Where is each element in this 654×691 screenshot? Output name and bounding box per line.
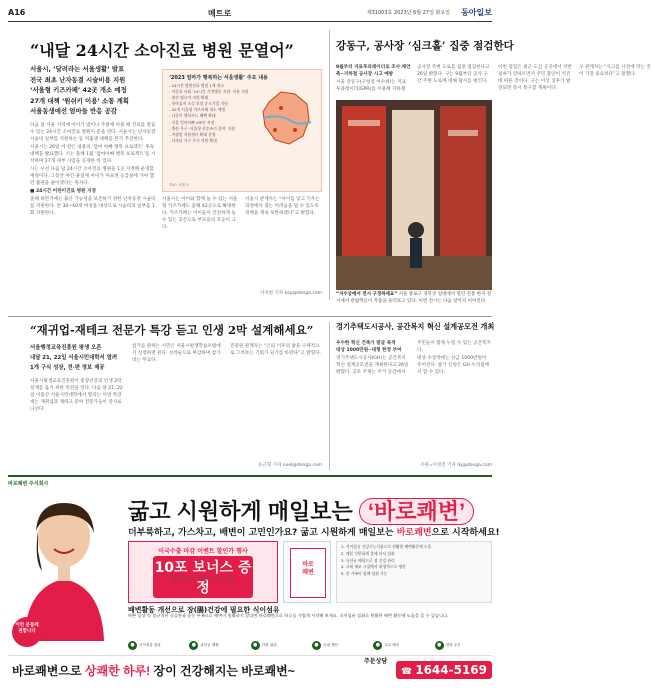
article1-paragraph: 올해 하반기에는 출산 가능성을 보존하기 위한 난자동결 시술비를 지원한다. 만 30~40세 여성을 대상으로 시술비의 일부를 1회 지원한다.	[30, 197, 156, 216]
article4-paragraph: 대상 수상작에는 상금 1000만원이 주어진다. 참가 신청은 GH 누리집에서 할 수 있다.	[417, 356, 490, 375]
ad-feature: 1. 식이섬유 건강기능식품으로 원활한 배변활동에 도움	[341, 544, 432, 549]
ad-feature: 3. 유산균 배합으로 장 건강 관리	[341, 557, 395, 563]
cup-icon: ●	[251, 641, 260, 650]
article2-headline: 강동구, 공사장 ‘심크홀’ 집중 점검한다	[336, 40, 514, 52]
article2-paragraph: 구 관계자는 “사고를 사전에 막는 것이 가장 중요하다”고 말했다.	[579, 65, 651, 77]
ad-subheadline	[128, 525, 500, 538]
ad-description-title: 배변활동 개선으로 장(腸)건강에 필요한 식이섬유	[128, 606, 280, 614]
info-item: - 출산 가구 ‘서울형 산후조리 경비’ 지원	[169, 125, 236, 131]
ad-promo-box	[128, 541, 278, 603]
info-item: - 아동과 사회 ‘24시간 가정방문 지원’ 비용 지원	[169, 89, 249, 95]
article3-paragraph: 서울시평생교육진흥원이 중장년층의 인생 2막 설계를 돕기 위한 특강을 연다. 다음 달 21, 22일 이틀간 서울시민대학에서 열리는 이번 특강에는 재취업과 재테크 분야 전문가들이 강사로 나선다.	[30, 379, 123, 412]
article1-paragraph: 서울시는 26일 이 같은 내용의 ‘엄마 아빠 행복 프로젝트’ 후속 대책을 발표했다. 시는 올해 1월 ‘엄마아빠 행복 프로젝트’를 시작하며 27개 세부 사업을 공개한 바 있다.	[30, 145, 156, 164]
ad-icon-item	[373, 638, 430, 652]
article1-subhead: 서울시, ‘달려라는 서울생활’ 발표 전국 최초 난자동결 시술비용 지원 ‘서울형 키즈카페’ 42곳 개소 예정 27개 대책 ‘원쉬키 이용’ 소통 계획 서울동생에선 엄마들 반응 공감	[30, 65, 129, 115]
ad-recommend-badge: 이런 분들께 권합니다	[12, 617, 42, 647]
ad-feature: 4. 국내 제조 시설에서 위생적으로 생산	[341, 564, 406, 570]
ad-brand-bar: 바로쾌변 주식회사	[8, 481, 49, 487]
product-package	[283, 541, 331, 603]
ad-icon-label: 유산균 배합	[200, 642, 219, 647]
ad-sub-brand: 바로쾌변	[396, 528, 432, 538]
ad-headline-text: 굶고 시원하게 매일보는	[128, 499, 359, 524]
info-item: - 다자녀 가구 주거 지원 확대	[169, 137, 217, 143]
info-item: - 육아휴직 소득 보장 중소기업 지원	[169, 101, 228, 107]
article1-byline: 사지현 기자 ksp@donga.com	[259, 291, 322, 296]
infographic-list	[169, 83, 259, 144]
article2-paragraph: 서울 강동구(구청장 이수희)는 지표 투과레이더(GPR)를 이용해 지하철 공사장 주변 도로를 집중 점검한다고 26일 밝혔다. 구는 9월부터 공사 구간 주변 도로에 대해 탐사를 벌인다.	[336, 65, 490, 92]
ad-slogan-highlight: 상쾌한 하루!	[84, 664, 151, 678]
factory-icon: ●	[312, 641, 321, 650]
infographic-title: ‘2023 엄마가 행복하는 서울생활’ 주요 내용	[169, 75, 268, 81]
article4-headline: 경기추택도시공사, 공간복지 혁신 설계공모전 개최	[336, 322, 495, 331]
article1-headline: “내달 24시간 소아진료 병원 문열어”	[30, 41, 294, 60]
photo-caption	[336, 292, 492, 312]
header-rule	[8, 21, 492, 22]
article1-body-col2	[162, 196, 322, 290]
info-item: - 42개 서울형 키즈카페 개소 예정	[169, 107, 226, 113]
article4-paragraph: 경기주택도시공사(GH)는 공간복지 혁신 설계공모전을 개최한다고 26일 밝혔다. 공모 주제는 주거 공간에서 주민들이 함께 누릴 수 있는 공간복지다.	[336, 341, 491, 375]
page-number: A16	[8, 8, 26, 17]
info-item: - 다둥이 행복카드 혜택 확대	[169, 113, 216, 119]
article2-body	[336, 64, 651, 98]
promo-note: 선착순 한정 / 전화 주문 시 적용	[171, 578, 235, 583]
ad-slogan	[12, 662, 295, 679]
section-rule	[8, 316, 492, 317]
ad-description	[128, 607, 492, 635]
ad-icon-item	[128, 638, 185, 652]
order-phone-number: 1644-5169	[415, 663, 487, 677]
promo-title: 이국수출 마감 이벤트 할인가 행사	[158, 548, 248, 555]
ad-icon-label: 간편 섭취	[261, 642, 277, 647]
ad-headline	[128, 495, 474, 526]
order-phone[interactable]	[396, 661, 492, 679]
photo-caption-text: 서울 종로구 경복궁 일대에서 열린 전통 한지 전시에서 관람객들이 작품을 둘러보고 있다. 이번 전시는 다음 달까지 이어진다.	[336, 292, 492, 304]
news-photo	[336, 100, 492, 290]
ad-feature: 2. 매일 간편하게 물에 타서 섭취	[341, 550, 395, 556]
ad-feature-list	[336, 541, 492, 603]
article3-paragraph: 진흥원 관계자는 “은퇴 이후의 삶을 구체적으로 그려보는 기회가 되기를 바란다”고 밝혔다.	[230, 344, 322, 356]
article3-body-col1	[30, 378, 126, 468]
article1-paragraph: 다음 달 서울 지역에 아이가 밤이나 주말에 아플 때 진료를 받을 수 있는 24시간 소아진료 병원이 문을 연다. 서울시는 난자동결 시술비 일부를 지원하는 등 저출생 대책을 본격 추진한다.	[30, 123, 156, 142]
ad-icon-label: 무료 배송	[384, 642, 400, 647]
ad-order-block	[364, 658, 492, 682]
order-label: 주문상담	[364, 658, 388, 665]
article4-subhead: 우수한 혁신 건축가 발굴 목적 대상 1000만원··대형 한정 부여	[336, 341, 402, 353]
ad-icon-item	[189, 638, 246, 652]
column-divider	[329, 30, 330, 300]
article1-body-col1	[30, 122, 158, 300]
ad-sub-text: 더부룩하고, 가스차고, 배변이 고민인가요? 굶고 시원하게 매일보는	[128, 528, 397, 538]
infographic	[162, 69, 322, 192]
article1-crosshead: ■ 24시간 어린이진료 병원 지정	[30, 189, 96, 194]
ad-icon-row	[128, 638, 492, 652]
article3-subhead: 서울행정교육진흥원 평생 오픈 내달 21, 22일 서울시민대학서 열려 1개 구식 성장, 전·편 정보 제공	[30, 345, 118, 371]
ad-slogan-text: 바로쾌변으로	[12, 664, 85, 678]
ad-feature: 5. 온 가족이 함께 섭취 가능	[341, 571, 388, 577]
article3-byline: 유근형 기자 noel@donga.com	[258, 463, 322, 468]
ad-icon-label: 국내 생산	[322, 642, 339, 647]
page-header	[8, 6, 492, 20]
article4-byline: 수원=이경진 기자 lkj@donga.com	[420, 463, 492, 468]
advertisement	[8, 475, 500, 683]
article4-body	[336, 340, 492, 462]
truck-icon: ●	[373, 641, 382, 650]
section-name: 메트로	[208, 9, 232, 18]
ad-icon-item	[435, 638, 492, 652]
article1-paragraph: 시는 우선 다음 달 24시간 소아진료 병원을 1곳 지정해 운영할 예정이다. 그동안 야간·휴일에 아이가 아프면 응급실에 가야 했던 불편을 줄이겠다는 취지다.	[30, 167, 155, 186]
phone-icon: ●	[435, 641, 444, 650]
article1-paragraph: 서울시 관계자는 “아이를 낳고 키우는 과정에서 겪는 어려움을 덜 수 있도록 정책을 계속 보완하겠다”고 밝혔다.	[245, 197, 320, 216]
promo-offer: 10포 보너스 증정	[153, 556, 253, 598]
article2-paragraph: 이번 점검은 최근 도심 곳곳에서 지반 침하가 잇따르면서 주민 불안이 커진 데 따른 것이다. 구는 이상 징후가 발견되면 즉시 복구할 계획이다.	[498, 65, 572, 91]
issue-meta: 제31003호 2023년 6월 27일 화요일	[366, 10, 450, 16]
article2-subhead: 9월부터 지표투과레이더로 조사 제언촉··지하철 공사장 시고 예방	[336, 65, 411, 77]
ad-icon-item	[251, 638, 308, 652]
article3-paragraph: 참가를 원하는 시민은 서울시평생학습포털에서 신청하면 된다. 선착순으로 마감하며 참가비는 무료다.	[132, 344, 221, 363]
ad-description-text: 바쁜 일상 속 불규칙한 식습관과 운동 부족으로 배변이 원활하지 않다면 바로쾌변으로 하루를 가볍게 시작해 보세요. 식이섬유 섭취로 원활한 배변 활동에 도움을 줄 수 있습니다.	[128, 613, 449, 619]
ad-icon-label: 전화 주문	[445, 642, 461, 647]
photo-caption-title: “지수궁에서 전시 구경하세요”	[336, 292, 398, 297]
info-item: - 서울 엄마아빠 VIP존 지정	[169, 119, 215, 125]
info-item: - 24시간 병원진료 병원 1개 개소	[169, 83, 224, 88]
newspaper-logo: 동아일보	[461, 7, 492, 17]
product-package-label: 바로 쾌변	[290, 548, 326, 598]
article3-body-col2	[132, 343, 322, 461]
info-item: - 월간 영유아 지원 확대	[169, 95, 209, 101]
info-item: - 직장맘 지원센터 확대 운영	[169, 131, 216, 137]
seoul-map-icon	[259, 84, 315, 152]
exhibition-photo-icon	[336, 100, 492, 290]
article1-paragraph: 서울시는 아이와 함께 놀 수 있는 서울형 키즈카페도 올해 42곳으로 확대한다. 키즈카페는 아이들이 안전하게 놀 수 있는 공간으로 부모들의 호응이 크다.	[162, 197, 238, 230]
phone-icon: ☎	[400, 667, 416, 677]
ad-icon-label: 식이섬유 함유	[139, 642, 161, 647]
article3-headline: “재귀업-재테크 전문가 특강 듣고 인생 2막 설계해세요”	[30, 323, 314, 337]
ad-icon-item	[312, 638, 369, 652]
fiber-icon: ●	[128, 641, 137, 650]
ad-slogan-tail: 장이 건강해지는 바로쾌변~	[150, 664, 295, 678]
ad-headline-brand: ‘바로쾌변’	[359, 498, 474, 525]
infographic-source: 자료: 서울시	[169, 183, 189, 187]
probiotic-icon: ●	[189, 641, 198, 650]
ad-bottom-bar	[8, 655, 492, 685]
column-divider	[329, 322, 330, 470]
ad-sub-tail: 으로 시작하세요!	[431, 528, 500, 538]
